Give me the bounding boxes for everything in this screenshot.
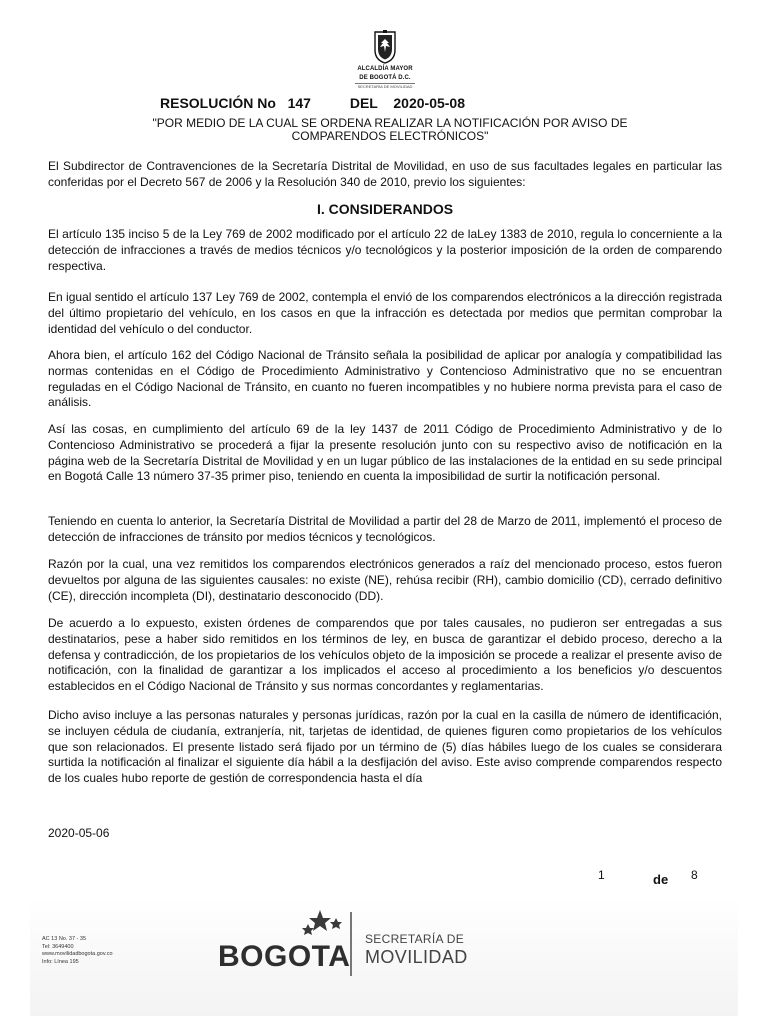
contact-line: Info: Línea 195	[42, 958, 79, 965]
crest-line-3: SECRETARÍA DE MOVILIDAD	[355, 83, 415, 90]
coat-of-arms-icon	[372, 30, 398, 64]
alcaldia-crest	[355, 30, 415, 90]
total-pages: 8	[691, 868, 698, 882]
contact-info	[42, 936, 113, 966]
secretaria-line-2: MOVILIDAD	[365, 947, 468, 967]
paragraph-5: Teniendo en cuenta lo anterior, la Secretaría Distrital de Movilidad a partir del 28 de Marzo de 2011, implementó el proceso de detección de infracciones de tránsito por medios técnicos y tecnológicos.	[48, 514, 722, 544]
section-heading: I. CONSIDERANDOS	[316, 201, 454, 217]
secretaria-line-1: SECRETARÍA DE	[365, 932, 465, 946]
contact-line: AC 13 No. 37 - 35	[42, 936, 87, 942]
intro-paragraph: El Subdirector de Contravenciones de la Secretaría Distrital de Movilidad, en uso de sus facultades legales en particular las conferidas por el Decreto 567 de 2006 y la Resolución 340 de 2010, previo los siguientes:	[48, 159, 722, 189]
resolution-label: RESOLUCIÓN No	[160, 95, 276, 111]
footer-date: 2020-05-06	[48, 826, 110, 840]
resolution-title	[140, 117, 640, 143]
page-de-label: de	[653, 872, 669, 887]
paragraph-3: Ahora bien, el artículo 162 del Código Nacional de Tránsito señala la posibilidad de aplicar por analogía y compatibilidad las normas contenidas en el Código de Procedimiento Administrativo y Contencioso Administrativo que no se encuentran reguladas en el Código Nacional de Tránsito, en cuanto no fueren incompatibles y no hubiere norma prevista para el caso de análisis.	[48, 348, 722, 410]
paragraph-4: Así las cosas, en cumplimiento del artículo 69 de la ley 1437 de 2011 Código de Procedimiento Administrativo y de lo Contencioso Administrativo se procederá a fijar la presente resolución junto con su respectivo aviso de notificación en la página web de la Secretaría Distrital de Movilidad y en un lugar público de las instalaciones de la entidad en su sede principal en Bogotá Calle 13 número 37-35 primer piso, teniendo en cuenta la imposibilidad de surtir la notificación personal.	[48, 422, 722, 484]
paragraph-1: El artículo 135 inciso 5 de la Ley 769 de 2002 modificado por el artículo 22 de laLey 1383 de 2010, regula lo concerniente a la detección de infracciones a través de medios técnicos y/o tecnológicos y la posterior imposición de la orden de comparendo respectiva.	[48, 227, 722, 273]
del-label: DEL	[349, 95, 378, 111]
resolution-date: 2020-05-08	[393, 95, 466, 111]
paragraph-6: Razón por la cual, una vez remitidos los comparendos electrónicos generados a raíz del mencionado proceso, estos fueron devueltos por alguna de las siguientes causales: no existe (NE), rehúsa recibir (RH), cambio domicilio (CD), cerrado definitivo (CE), dirección incompleta (DI), destinatario desconocido (DD).	[48, 557, 722, 603]
paragraph-7: De acuerdo a lo expuesto, existen órdenes de comparendos que por tales causales, no pudieron ser entregadas a sus destinatarios, pese a haber sido remitidos en los términos de ley, en busca de garantizar el debido proceso, derecho a la defensa y contradicción, de los propietarios de los vehículos objeto de la imposición se procede a realizar el presente aviso de notificación, con la finalidad de garantizar a los implicados el acceso al procedimiento a los beneficios y/o descuentos establecidos en el Código Nacional de Tránsito y sus normas concordantes y reglamentarias.	[48, 616, 722, 694]
crest-line-1: ALCALDÍA MAYOR	[357, 66, 413, 72]
paragraph-8: Dicho aviso incluye a las personas naturales y personas jurídicas, razón por la cual en la casilla de número de identificación, se incluyen cédula de ciudanía, extranjería, nit, tarjetas de identidad, de quienes figuren como propietarios de los vehículos que son relacionados. El presente listado será fijado por un término de (5) días hábiles luego de los cuales se considerara surtida la notificación al finalizar el siguiente día hábil a la desfijación del aviso. Este aviso comprende comparendos respecto de los cuales hubo reporte de gestión de correspondencia hasta el día	[48, 708, 722, 786]
footer-divider	[350, 912, 352, 976]
resolution-line	[160, 95, 465, 111]
current-page: 1	[598, 868, 605, 882]
contact-line: Tel: 3649400	[42, 943, 74, 950]
bogota-logo: BOGOTA	[218, 940, 351, 973]
paragraph-2: En igual sentido el artículo 137 Ley 769 de 2002, contempla el envió de los comparendos electrónicos a la dirección registrada del último propietario del vehículo, en los casos en que la infracción es detectada por medios que permitan comprobar la identidad del vehículo o del conductor.	[48, 290, 722, 336]
title-line-1: "POR MEDIO DE LA CUAL SE ORDENA REALIZAR LA NOTIFICACIÓN POR AVISO DE	[152, 116, 628, 130]
crest-line-2: DE BOGOTÁ D.C.	[359, 75, 411, 81]
contact-line: www.movilidadbogota.gov.co	[42, 951, 113, 958]
resolution-number: 147	[287, 95, 311, 111]
title-line-2: COMPARENDOS ELECTRÓNICOS"	[291, 129, 489, 143]
